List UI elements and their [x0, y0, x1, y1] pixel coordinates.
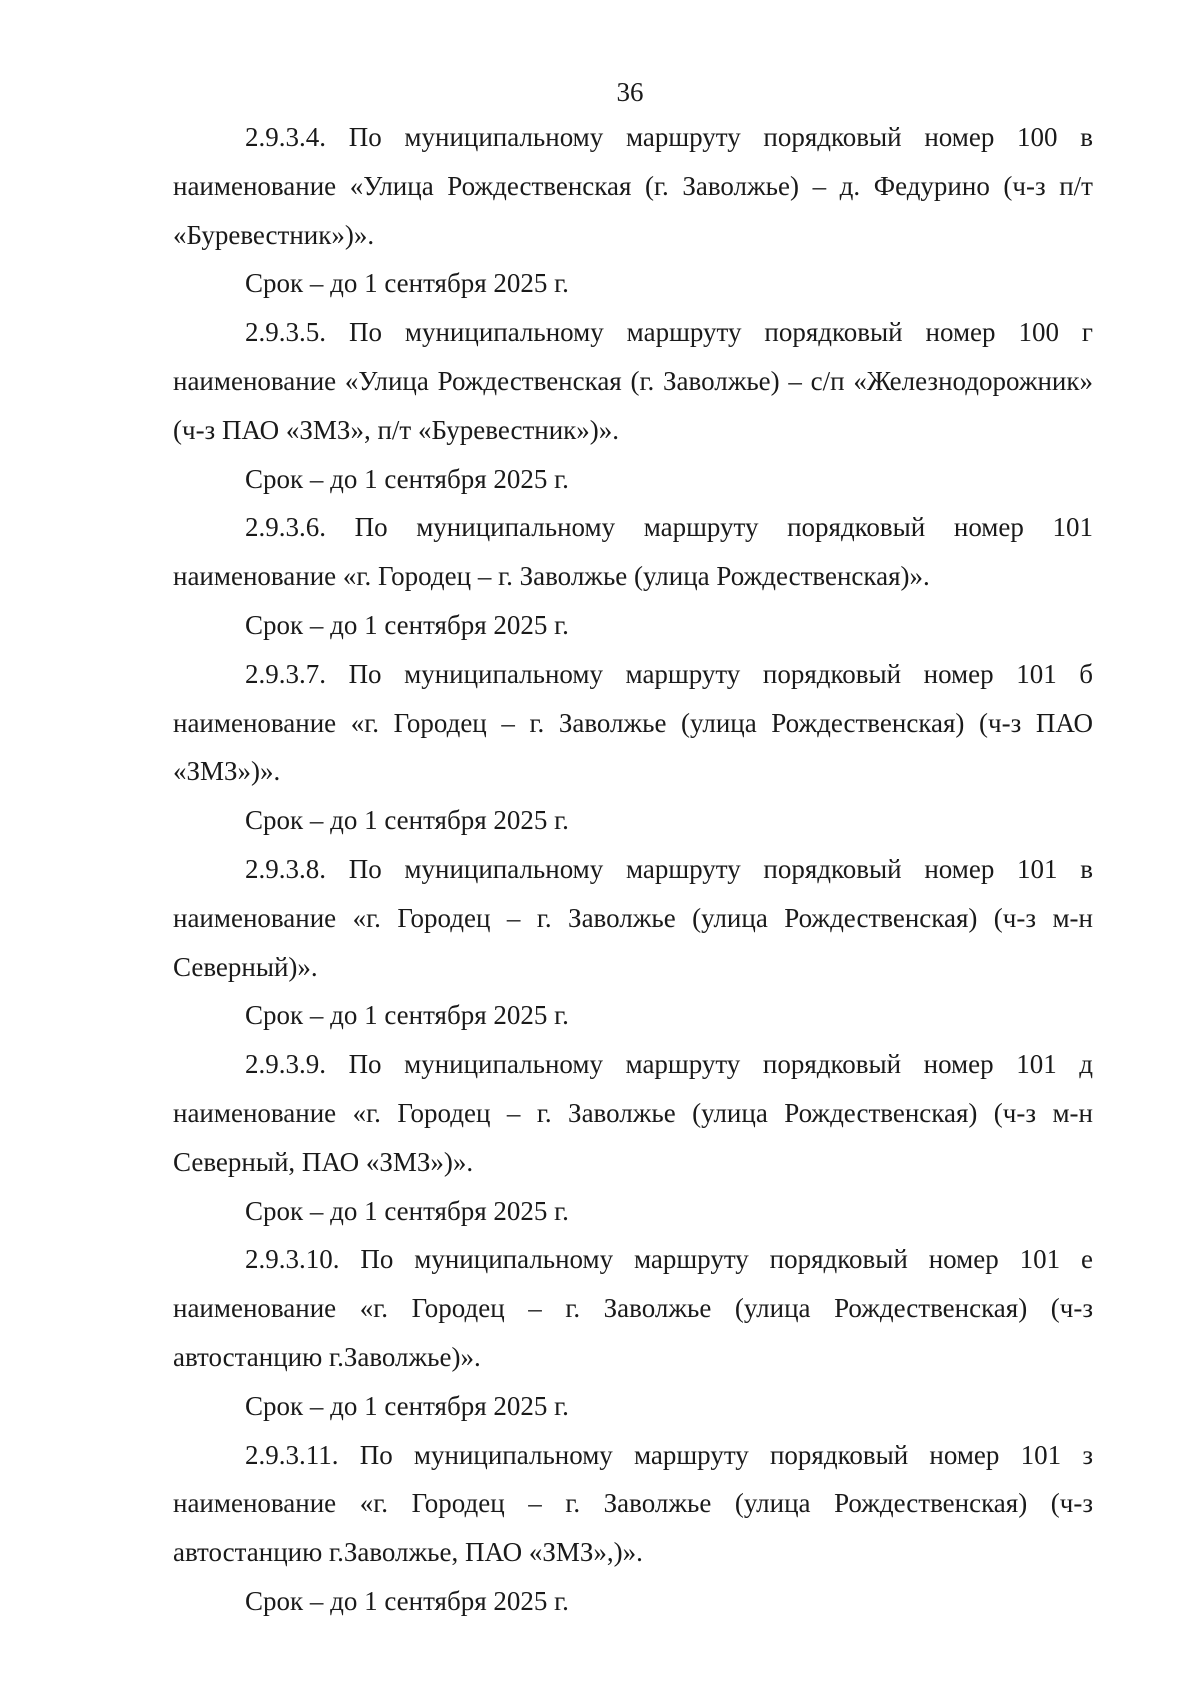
deadline-2-9-3-8: Срок – до 1 сентября 2025 г. [245, 1000, 569, 1031]
deadline-2-9-3-9: Срок – до 1 сентября 2025 г. [245, 1195, 569, 1226]
deadline-2-9-3-5: Срок – до 1 сентября 2025 г. [245, 463, 569, 494]
deadline-2-9-3-10: Срок – до 1 сентября 2025 г. [245, 1390, 569, 1421]
clause-2-9-3-9: 2.9.3.9. По муниципальному маршруту порядковый номер 101 д наименование «г. Городец – г. Заволжье (улица Рождественская) (ч-з м-н Северный, ПАО «ЗМЗ»)». [173, 1049, 1093, 1177]
page-number: 36 [616, 77, 644, 107]
clause-2-9-3-11: 2.9.3.11. По муниципальному маршруту порядковый номер 101 з наименование «г. Городец – г. Заволжье (улица Рождественская) (ч-з автостанцию г.Заволжье, ПАО «ЗМЗ»,)». [173, 1439, 1093, 1568]
deadline-2-9-3-11: Срок – до 1 сентября 2025 г. [245, 1585, 569, 1616]
deadline-2-9-3-4: Срок – до 1 сентября 2025 г. [245, 268, 569, 299]
clause-2-9-3-5: 2.9.3.5. По муниципальному маршруту порядковый номер 100 г наименование «Улица Рождественская (г. Заволжье) – с/п «Железнодорожник» (ч-з ПАО «ЗМЗ», п/т «Буревестник»)». [173, 317, 1093, 445]
clause-2-9-3-7: 2.9.3.7. По муниципальному маршруту порядковый номер 101 б наименование «г. Городец – г. Заволжье (улица Рождественская) (ч-з ПАО «ЗМЗ»)». [173, 658, 1093, 787]
clause-2-9-3-10: 2.9.3.10. По муниципальному маршруту порядковый номер 101 е наименование «г. Городец – г. Заволжье (улица Рождественская) (ч-з автостанцию г.Заволжье)». [173, 1244, 1093, 1372]
deadline-2-9-3-6: Срок – до 1 сентября 2025 г. [245, 609, 569, 640]
clause-2-9-3-4: 2.9.3.4. По муниципальному маршруту порядковый номер 100 в наименование «Улица Рождественская (г. Заволжье) – д. Федурино (ч-з п/т «Буревестник»)». [173, 122, 1093, 250]
deadline-2-9-3-7: Срок – до 1 сентября 2025 г. [245, 805, 569, 836]
clause-2-9-3-6: 2.9.3.6. По муниципальному маршруту порядковый номер 101 наименование «г. Городец – г. Заволжье (улица Рождественская)». [173, 512, 1093, 592]
clause-2-9-3-8: 2.9.3.8. По муниципальному маршруту порядковый номер 101 в наименование «г. Городец – г. Заволжье (улица Рождественская) (ч-з м-н Северный)». [173, 853, 1093, 982]
document-body [173, 113, 1093, 1626]
